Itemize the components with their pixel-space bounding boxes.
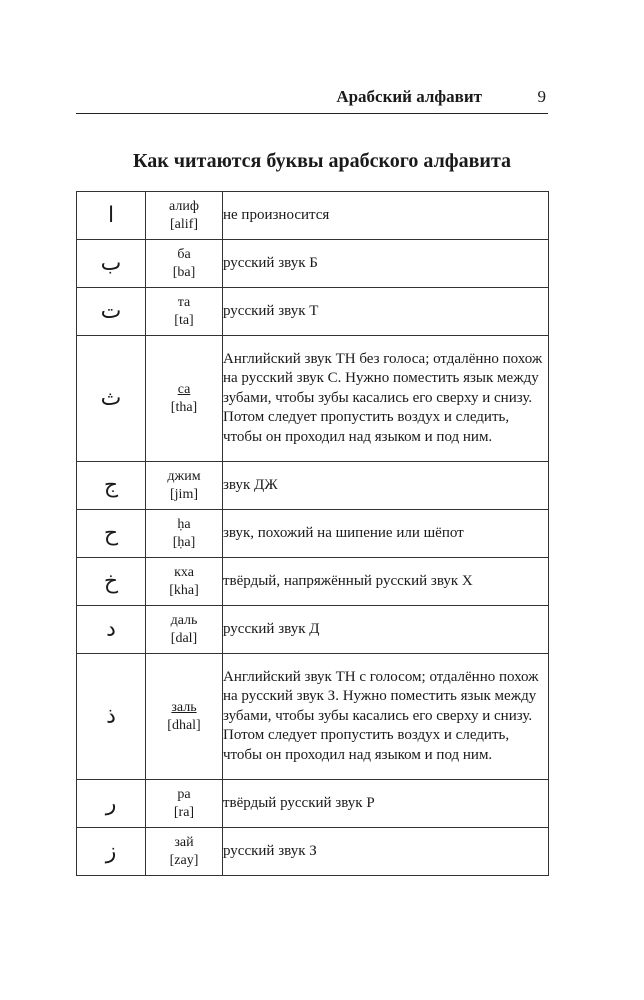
arabic-letter: خ [77, 558, 146, 606]
letter-description: русский звук Т [223, 288, 549, 336]
letter-name-cell [146, 654, 223, 780]
letter-translit: [ḥa] [172, 534, 196, 550]
letter-translit: [zay] [169, 852, 199, 868]
table-row [77, 240, 549, 288]
arabic-letter: ر [77, 780, 146, 828]
arabic-letter: ت [77, 288, 146, 336]
letter-name-cell [146, 336, 223, 462]
letter-name: джим [167, 468, 201, 484]
arabic-letter: ذ [77, 654, 146, 780]
letter-name: са [177, 381, 191, 397]
letter-translit: [ra] [173, 804, 195, 820]
arabic-letter: ز [77, 828, 146, 876]
letter-name: ба [177, 246, 191, 262]
letter-description: звук ДЖ [223, 462, 549, 510]
table-row [77, 288, 549, 336]
table-row [77, 462, 549, 510]
letter-name-cell [146, 192, 223, 240]
table-row [77, 828, 549, 876]
letter-description: не произносится [223, 192, 549, 240]
letter-description: твёрдый русский звук Р [223, 780, 549, 828]
letter-name-cell [146, 558, 223, 606]
table-row [77, 654, 549, 780]
letter-description: Английский звук TH с голосом; отдалённо похож на русский звук З. Нужно поместить язык между зубами, чтобы зубы касались его сверху и снизу. Потом следует пропустить воздух и следить, чтобы он проходил над языком и под ним. [223, 654, 549, 780]
letter-description: русский звук Д [223, 606, 549, 654]
letter-translit: [ta] [174, 312, 194, 328]
letter-name-cell [146, 510, 223, 558]
letter-description: русский звук Б [223, 240, 549, 288]
letter-name: даль [170, 612, 198, 628]
letter-name-cell [146, 462, 223, 510]
arabic-letter: ب [77, 240, 146, 288]
letter-name: ḥа [177, 516, 191, 532]
letter-name: заль [171, 699, 197, 715]
letter-name-cell [146, 240, 223, 288]
arabic-letter: ج [77, 462, 146, 510]
letter-description: русский звук З [223, 828, 549, 876]
letter-name-cell [146, 828, 223, 876]
letter-name-cell [146, 606, 223, 654]
letter-translit: [dhal] [167, 717, 201, 733]
letter-name-cell [146, 288, 223, 336]
letter-translit: [dal] [170, 630, 198, 646]
page-number: 9 [537, 87, 546, 106]
letter-name: кха [174, 564, 194, 580]
letter-name: ра [177, 786, 191, 802]
table-row [77, 780, 549, 828]
letter-description: Английский звук TH без голоса; отдалённо похож на русский звук С. Нужно поместить язык между зубами, чтобы зубы касались его сверху и снизу. Потом следует пропустить воздух и следить, чтобы он проходил над языком и под ним. [223, 336, 549, 462]
running-header [76, 85, 548, 114]
letter-name: та [177, 294, 191, 310]
table-row [77, 336, 549, 462]
section-title: Как читаются буквы арабского алфавита [132, 150, 512, 172]
letter-translit: [kha] [169, 582, 199, 598]
letter-translit: [ba] [172, 264, 196, 280]
arabic-letter: ث [77, 336, 146, 462]
header-title: Арабский алфавит [336, 87, 482, 106]
letter-translit: [alif] [170, 216, 198, 232]
letter-name: зай [174, 834, 194, 850]
arabic-letter: ح [77, 510, 146, 558]
table-row [77, 192, 549, 240]
letter-name-cell [146, 780, 223, 828]
letter-translit: [jim] [170, 486, 198, 502]
table-row [77, 558, 549, 606]
letter-translit: [tha] [170, 399, 198, 415]
alphabet-table [76, 191, 549, 876]
arabic-letter: د [77, 606, 146, 654]
letter-description: звук, похожий на шипение или шёпот [223, 510, 549, 558]
arabic-letter: ا [77, 192, 146, 240]
letter-name: алиф [169, 198, 199, 214]
table-row [77, 510, 549, 558]
table-row [77, 606, 549, 654]
letter-description: твёрдый, напряжённый русский звук Х [223, 558, 549, 606]
